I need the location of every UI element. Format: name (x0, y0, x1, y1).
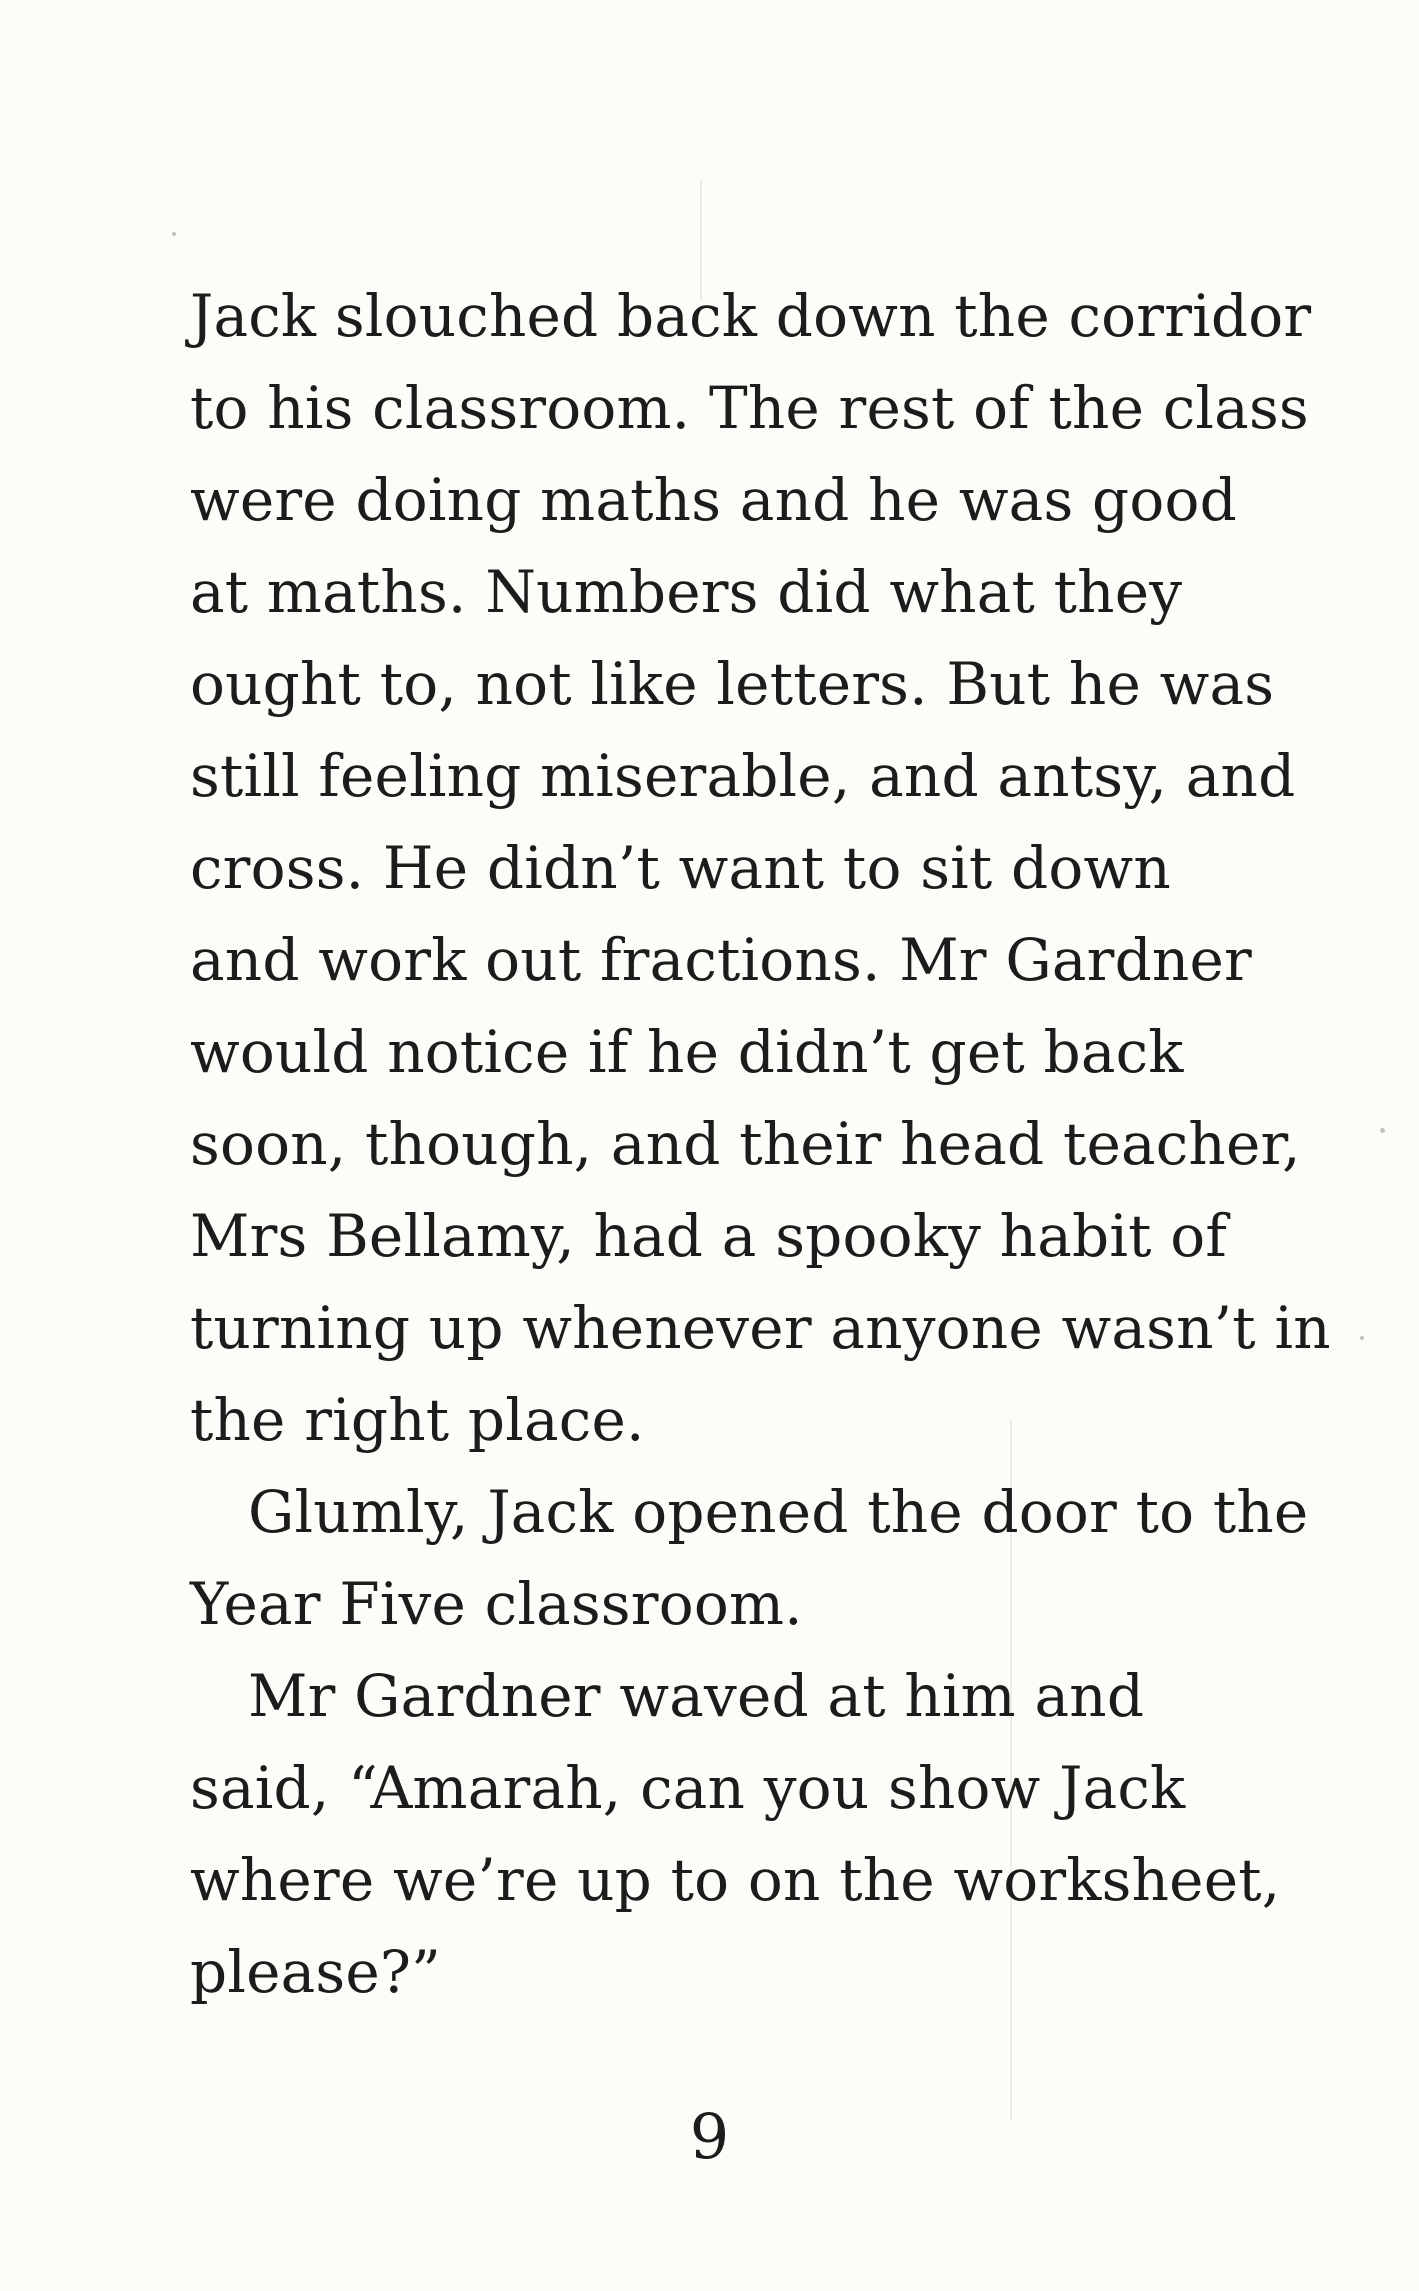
text-line: where we’re up to on the worksheet, (190, 1846, 1281, 1914)
text-line: to his classroom. The rest of the class (190, 374, 1309, 442)
text-line: Year Five classroom. (190, 1570, 803, 1638)
scan-speck (172, 232, 176, 236)
text-line: were doing maths and he was good (190, 466, 1237, 534)
scan-speck (1360, 1336, 1364, 1340)
text-line: Jack slouched back down the corridor (190, 282, 1312, 350)
text-line: the right place. (190, 1386, 645, 1454)
text-line: Glumly, Jack opened the door to the (248, 1478, 1309, 1546)
text-line: Mr Gardner waved at him and (248, 1662, 1145, 1730)
text-line: please?” (190, 1938, 442, 2006)
text-line: still feeling miserable, and antsy, and (190, 742, 1296, 810)
text-line: would notice if he didn’t get back (190, 1018, 1184, 1086)
text-line: ought to, not like letters. But he was (190, 650, 1275, 718)
page-number: 9 (689, 2100, 730, 2173)
paragraph (190, 1650, 1281, 2018)
text-line: cross. He didn’t want to sit down (190, 834, 1171, 902)
paragraph (190, 1466, 1309, 1650)
text-line: said, “Amarah, can you show Jack (190, 1754, 1186, 1822)
text-line: Mrs Bellamy, had a spooky habit of (190, 1202, 1228, 1270)
scan-speck (1380, 1128, 1385, 1133)
text-line: soon, though, and their head teacher, (190, 1110, 1301, 1178)
body-text (190, 270, 1331, 2018)
text-line: turning up whenever anyone wasn’t in (190, 1294, 1331, 1362)
text-line: and work out fractions. Mr Gardner (190, 926, 1252, 994)
paragraph (190, 270, 1331, 1466)
text-line: at maths. Numbers did what they (190, 558, 1183, 626)
